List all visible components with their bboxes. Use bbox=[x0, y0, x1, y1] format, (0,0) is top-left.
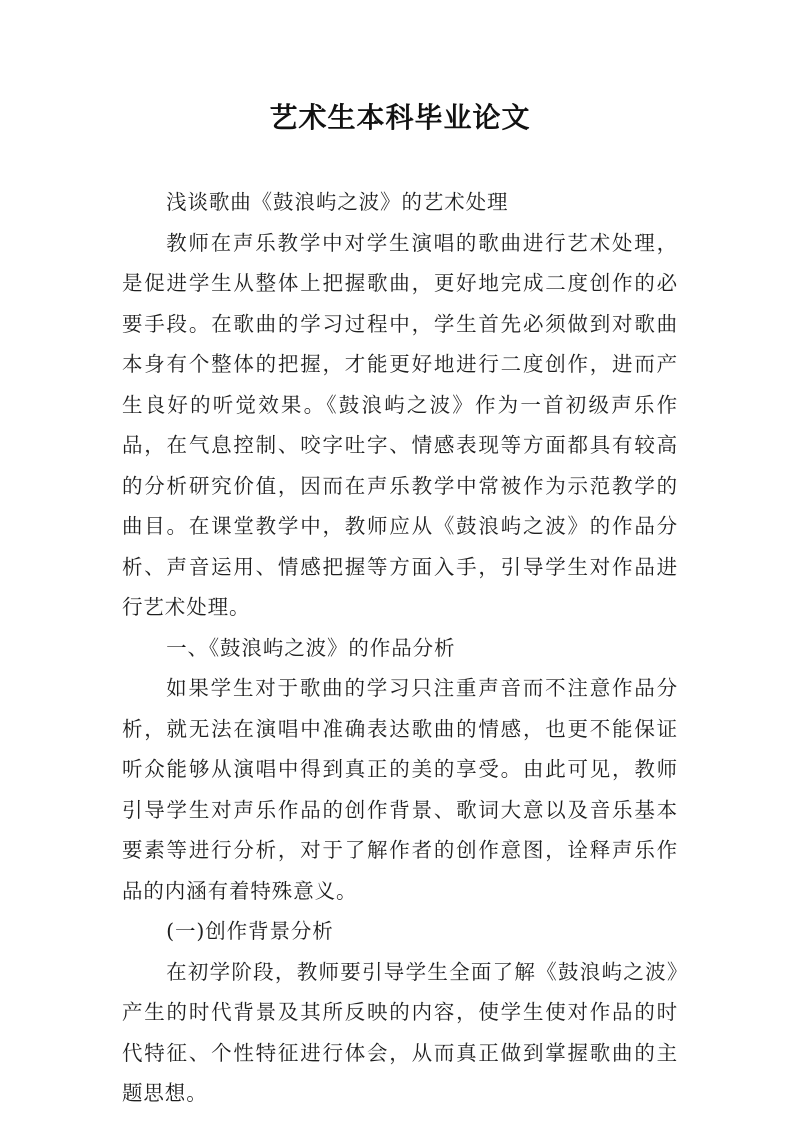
document-title: 艺术生本科毕业论文 bbox=[269, 101, 531, 134]
section-1-paragraph: 如果学生对于歌曲的学习只注重声音而不注意作品分析，就无法在演唱中准确表达歌曲的情感，也更不能保证听众能够从演唱中得到真正的美的享受。由此可见，教师引导学生对声乐作品的创作背景、歌词大意以及音乐基本要素等进行分析，对于了解作者的创作意图，诠释声乐作品的内涵有着特殊意义。 bbox=[122, 676, 678, 903]
intro-paragraph: 教师在声乐教学中对学生演唱的歌曲进行艺术处理，是促进学生从整体上把握歌曲，更好地完成二度创作的必要手段。在歌曲的学习过程中，学生首先必须做到对歌曲本身有个整体的把握，才能更好地进行二度创作，进而产生良好的听觉效果。《鼓浪屿之波》作为一首初级声乐作品，在气息控制、咬字吐字、情感表现等方面都具有较高的分析研究价值，因而在声乐教学中常被作为示范教学的曲目。在课堂教学中，教师应从《鼓浪屿之波》的作品分析、声音运用、情感把握等方面入手，引导学生对作品进行艺术处理。 bbox=[122, 230, 678, 619]
subsection-1-heading: (一)创作背景分析 bbox=[166, 919, 334, 943]
section-1-heading: 一、《鼓浪屿之波》的作品分析 bbox=[166, 635, 456, 660]
document-body bbox=[122, 182, 678, 1114]
paper-subtitle: 浅谈歌曲《鼓浪屿之波》的艺术处理 bbox=[166, 190, 509, 214]
subsection-1-paragraph: 在初学阶段，教师要引导学生全面了解《鼓浪屿之波》产生的时代背景及其所反映的内容，使学生使对作品的时代特征、个性特征进行体会，从而真正做到掌握歌曲的主题思想。 bbox=[122, 959, 678, 1105]
